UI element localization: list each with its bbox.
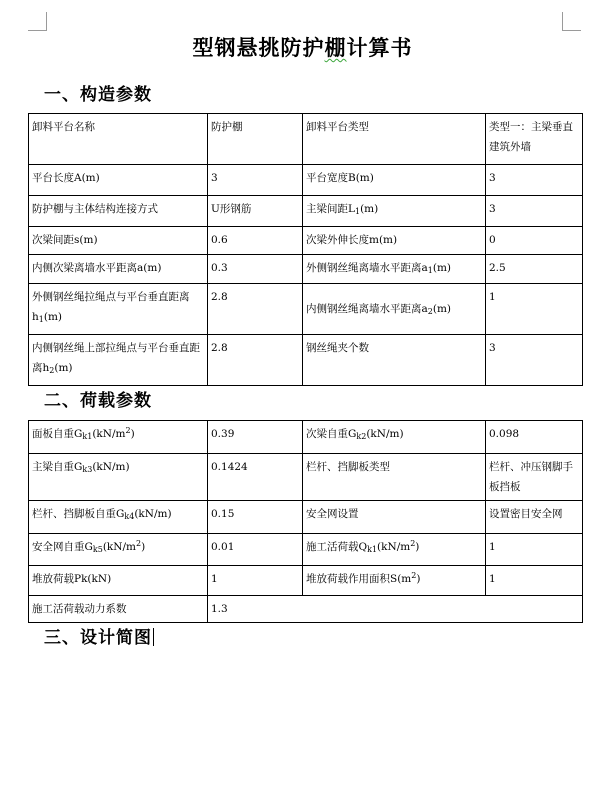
table-cell: 钢丝绳夹个数	[303, 335, 486, 386]
document-title: 型钢悬挑防护棚计算书	[192, 36, 413, 60]
table-row	[29, 534, 583, 566]
table-cell: 主梁间距$L_1(m)$	[303, 196, 486, 227]
table-cell: 栏杆、挡脚板自重$G_{k4}(kN/m)$	[29, 501, 208, 534]
table-cell: 面板自重$G_{k1}(kN/m^2)$	[29, 421, 208, 454]
table-cell: 堆放荷载Pk(kN)	[29, 566, 208, 596]
table-cell: 安全网自重$G_{k5}(kN/m^2)$	[29, 534, 208, 566]
crop-mark-top-left	[28, 12, 47, 31]
table-cell: 3	[486, 196, 583, 227]
table-cell: 3	[486, 165, 583, 196]
table-row	[29, 165, 583, 196]
table-row	[29, 227, 583, 255]
table-cell: 安全网设置	[303, 501, 486, 534]
table-cell: 栏杆、挡脚板类型	[303, 454, 486, 501]
table-cell: 1	[486, 566, 583, 596]
table-cell: 2.8	[208, 335, 303, 386]
table-row	[29, 566, 583, 596]
table-cell: 主梁自重$G_{k3}(kN/m)$	[29, 454, 208, 501]
table-cell: 3	[208, 165, 303, 196]
table-cell: 防护棚与主体结构连接方式	[29, 196, 208, 227]
table-cell: 外侧钢丝绳离墙水平距离$a_1(m)$	[303, 255, 486, 284]
table-cell: 次梁间距s(m)	[29, 227, 208, 255]
table-cell: 内侧钢丝绳离墙水平距离$a_2(m)$	[303, 284, 486, 335]
table-cell: 1	[208, 566, 303, 596]
table-cell: 0.3	[208, 255, 303, 284]
table-cell: 3	[486, 335, 583, 386]
table-cell: 1	[486, 534, 583, 566]
table-cell: 类型一：主梁垂直建筑外墙	[486, 114, 583, 165]
table-cell: 次梁外伸长度m(m)	[303, 227, 486, 255]
table-cell: 0.15	[208, 501, 303, 534]
table-cell: 卸料平台名称	[29, 114, 208, 165]
table-row	[29, 196, 583, 227]
table-cell: 施工活荷载$Q_{k1}(kN/m^2)$	[303, 534, 486, 566]
table-cell: 卸料平台类型	[303, 114, 486, 165]
table-cell: 1	[486, 284, 583, 335]
spellcheck-mark: 棚	[324, 36, 347, 60]
table-cell: 0	[486, 227, 583, 255]
table-cell: 堆放荷载作用面积$S(m^2)$	[303, 566, 486, 596]
table-row	[29, 421, 583, 454]
table-cell: 0.01	[208, 534, 303, 566]
table-cell: 设置密目安全网	[486, 501, 583, 534]
table-cell: 外侧钢丝绳拉绳点与平台垂直距离$h_1(m)$	[29, 284, 208, 335]
table-cell: 施工活荷载动力系数	[29, 596, 208, 623]
section-heading-design-diagram[interactable]: 三、设计简图	[44, 628, 152, 648]
table-cell: 2.8	[208, 284, 303, 335]
load-params-table	[28, 420, 583, 623]
table-cell: 内侧钢丝绳上部拉绳点与平台垂直距离$h_2(m)$	[29, 335, 208, 386]
table-cell: 防护棚	[208, 114, 303, 165]
table-row	[29, 596, 583, 623]
table-cell: U形钢筋	[208, 196, 303, 227]
table-cell: 0.1424	[208, 454, 303, 501]
table-cell: 2.5	[486, 255, 583, 284]
text-cursor	[153, 628, 154, 646]
section-heading-construction-params: 一、构造参数	[44, 85, 152, 105]
crop-mark-top-right	[562, 12, 581, 31]
table-row	[29, 335, 583, 386]
table-row	[29, 454, 583, 501]
table-cell: 0.6	[208, 227, 303, 255]
table-cell: 平台宽度B(m)	[303, 165, 486, 196]
construction-params-table	[28, 113, 583, 386]
table-row	[29, 255, 583, 284]
table-cell: 0.39	[208, 421, 303, 454]
section-heading-load-params: 二、荷载参数	[44, 391, 152, 411]
table-cell: 栏杆、冲压钢脚手板挡板	[486, 454, 583, 501]
table-row	[29, 501, 583, 534]
table-row	[29, 284, 583, 335]
table-cell: 平台长度A(m)	[29, 165, 208, 196]
table-row	[29, 114, 583, 165]
table-cell: 0.098	[486, 421, 583, 454]
table-cell: 内侧次梁离墙水平距离a(m)	[29, 255, 208, 284]
table-cell: 1.3	[208, 596, 583, 623]
table-cell: 次梁自重$G_{k2}(kN/m)$	[303, 421, 486, 454]
